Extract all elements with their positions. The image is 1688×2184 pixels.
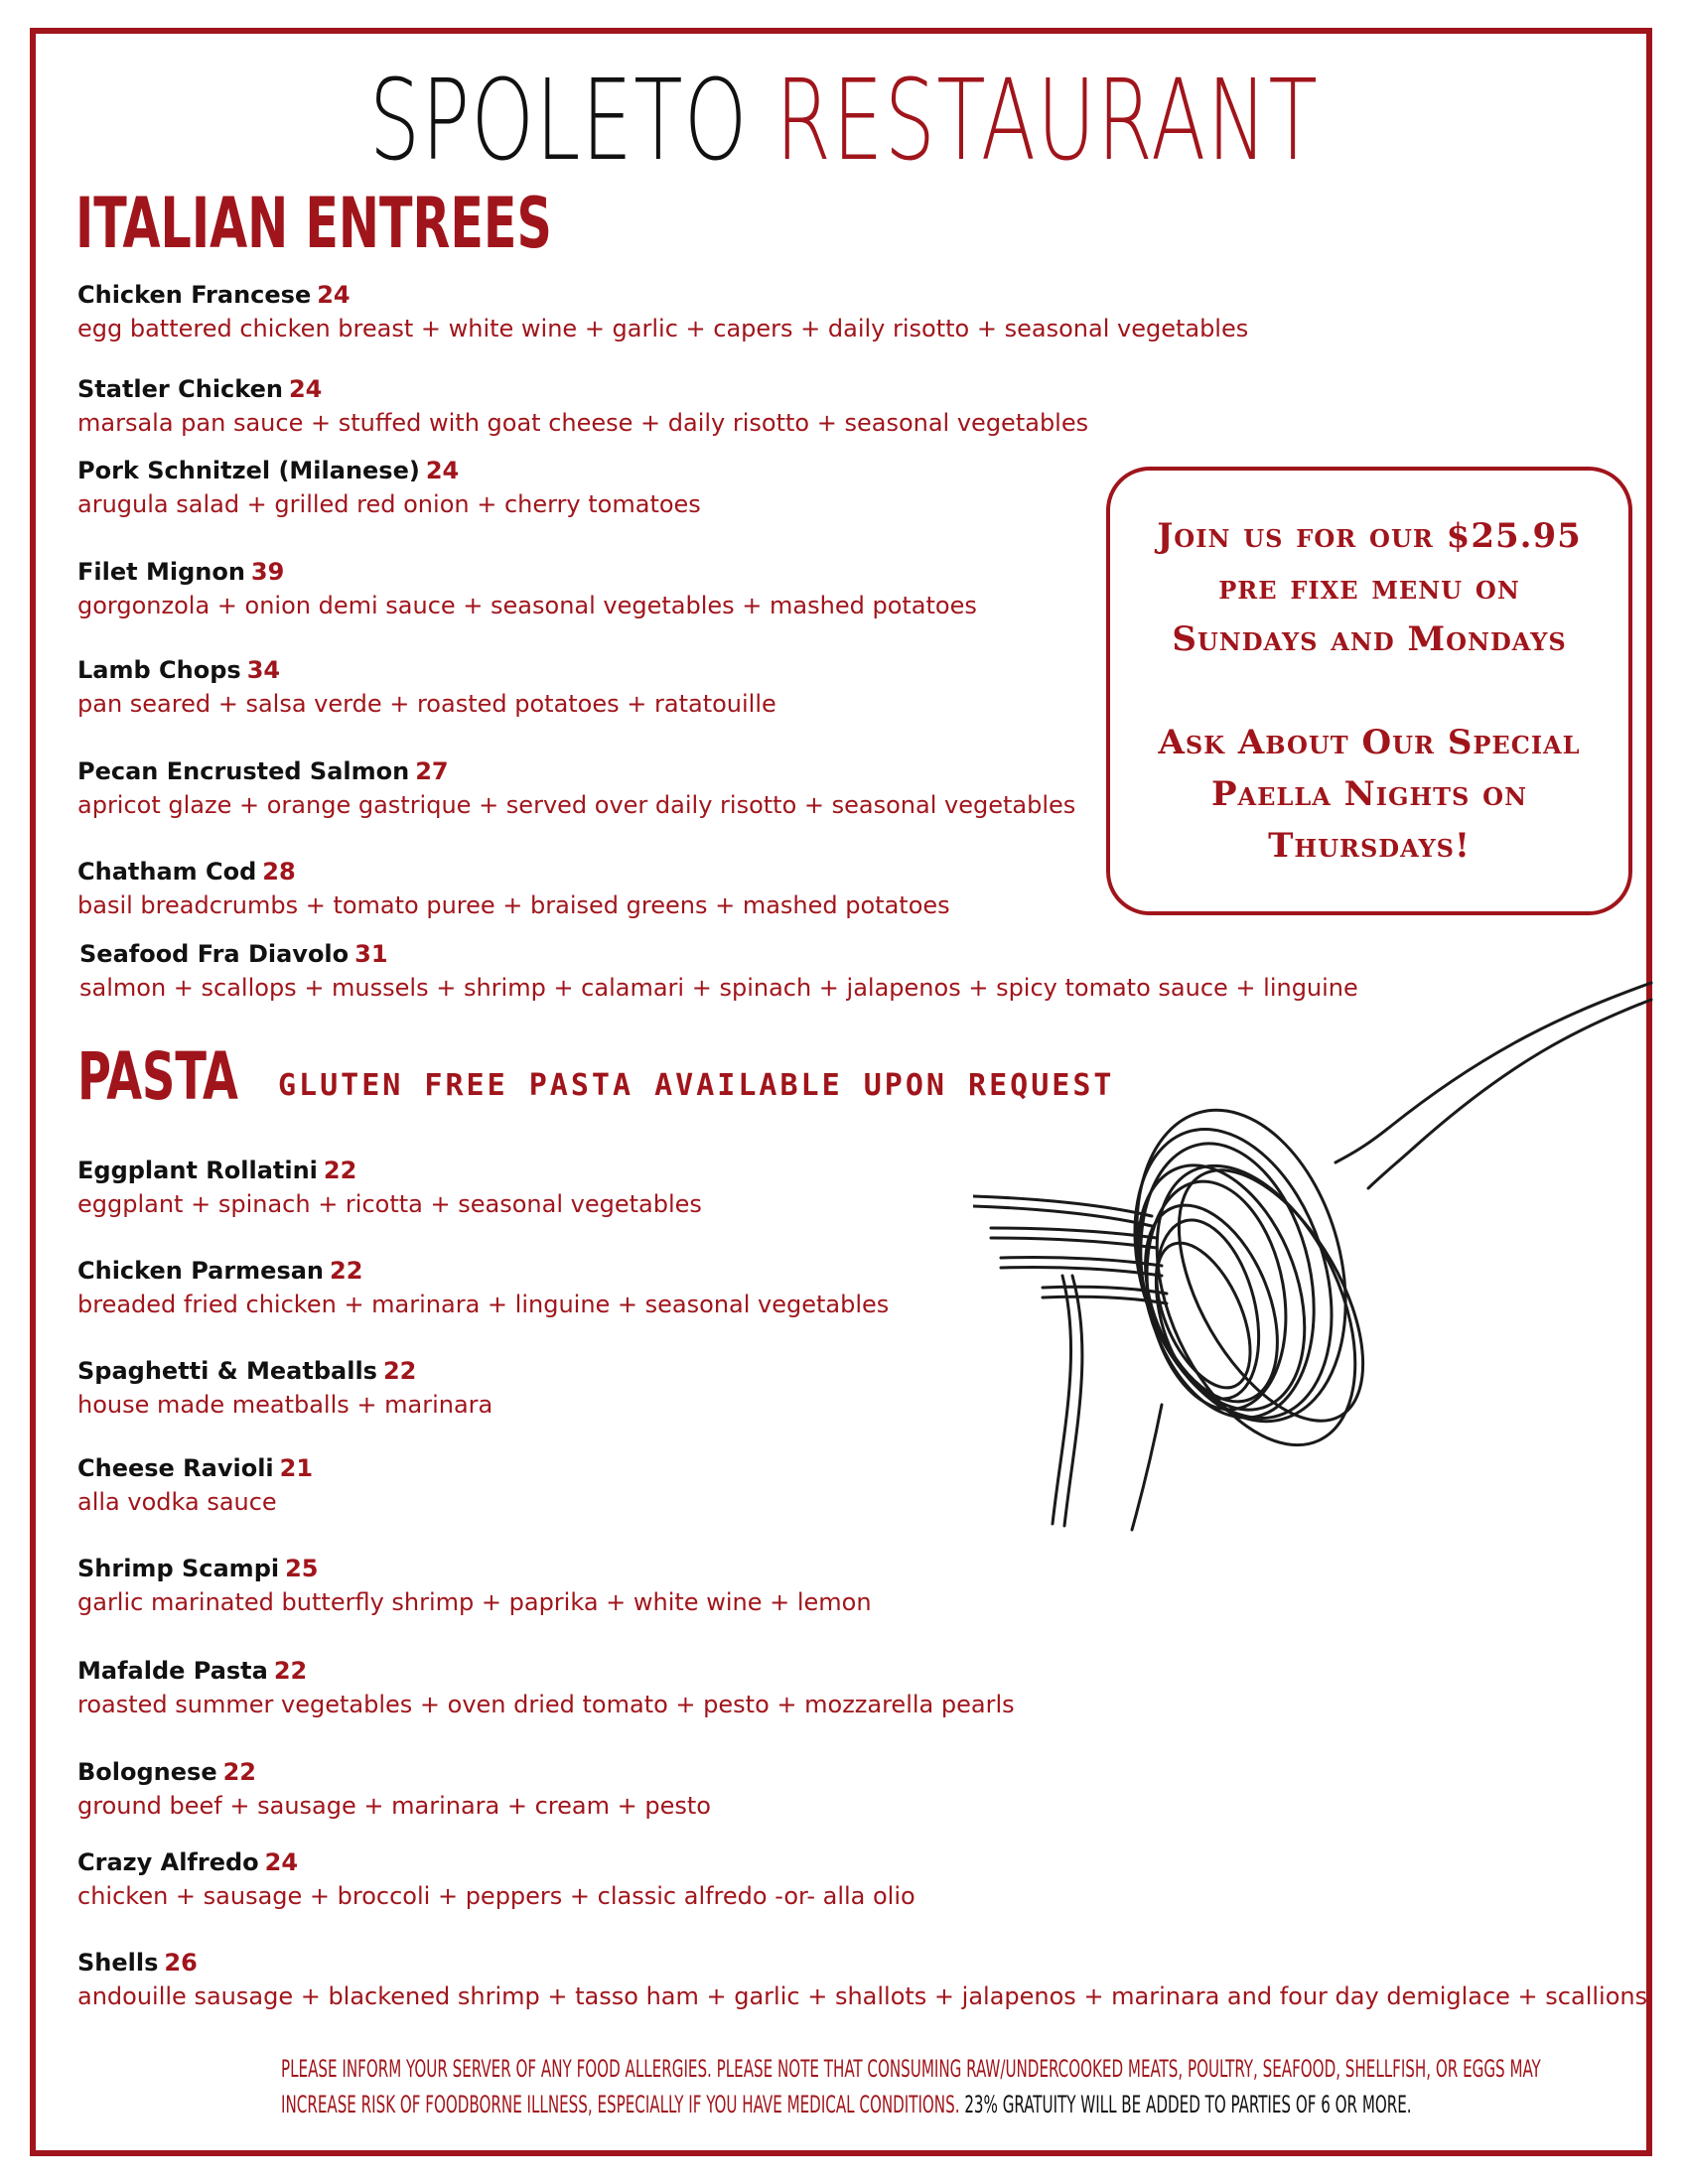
menu-item — [77, 457, 701, 518]
item-name: Shrimp Scampi — [77, 1555, 280, 1582]
item-name: Chicken Parmesan — [77, 1257, 325, 1285]
item-name: Cheese Ravioli — [77, 1454, 274, 1482]
item-name: Mafalde Pasta — [77, 1657, 268, 1685]
menu-item — [77, 558, 977, 619]
menu-item — [77, 1949, 1647, 2010]
fork-spaghetti-illustration — [973, 978, 1658, 1534]
item-price: 24 — [264, 1848, 299, 1876]
menu-item — [77, 757, 1075, 819]
item-description: chicken + sausage + broccoli + peppers + classic alfredo -or- alla olio — [77, 1882, 915, 1910]
item-price: 39 — [250, 558, 285, 586]
item-name: Pork Schnitzel (Milanese) — [77, 457, 420, 484]
item-name: Chicken Francese — [77, 281, 312, 309]
promo-line: Join us for our $25.95 — [1157, 516, 1582, 556]
promo-line: Paella Nights on — [1210, 774, 1528, 814]
menu-item — [77, 1357, 492, 1419]
menu-item — [77, 281, 1248, 342]
menu-item — [77, 1454, 313, 1516]
item-description: eggplant + spinach + ricotta + seasonal vegetables — [77, 1190, 702, 1218]
menu-item — [77, 1657, 1015, 1718]
disclaimer-text: INCREASE RISK OF FOODBORNE ILLNESS, ESPECIALLY IF YOU HAVE MEDICAL CONDITIONS. — [281, 2091, 960, 2118]
item-name: Crazy Alfredo — [77, 1848, 259, 1876]
promo-line: Sundays and Mondays — [1172, 619, 1567, 659]
promo-line: Thursdays! — [1268, 826, 1471, 866]
item-price: 24 — [425, 457, 460, 484]
disclaimer-line — [281, 2087, 1412, 2122]
item-description: pan seared + salsa verde + roasted potatoes + ratatouille — [77, 690, 776, 718]
menu-item — [77, 1848, 915, 1910]
item-name: Seafood Fra Diavolo — [79, 940, 350, 968]
item-description: gorgonzola + onion demi sauce + seasonal vegetables + mashed potatoes — [77, 592, 977, 619]
item-description: basil breadcrumbs + tomato puree + braised greens + mashed potatoes — [77, 891, 950, 919]
item-description: garlic marinated butterfly shrimp + paprika + white wine + lemon — [77, 1588, 872, 1616]
disclaimer-line: PLEASE INFORM YOUR SERVER OF ANY FOOD ALLERGIES. PLEASE NOTE THAT CONSUMING RAW/UNDERCOOKED MEATS, POULTRY, SEAFOOD, SHELLFISH, OR EGGS MAY — [281, 2055, 1541, 2083]
item-description: egg battered chicken breast + white wine + garlic + capers + daily risotto + seasonal vegetables — [77, 315, 1249, 342]
item-name: Spaghetti & Meatballs — [77, 1357, 377, 1385]
menu-item — [77, 375, 1088, 437]
item-description: ground beef + sausage + marinara + cream + pesto — [77, 1792, 711, 1820]
item-price: 22 — [330, 1257, 363, 1285]
promo-line: Ask About Our Special — [1158, 723, 1581, 762]
item-description: salmon + scallops + mussels + shrimp + calamari + spinach + jalapenos + spicy tomato sauce + linguine — [79, 974, 1358, 1002]
item-description: arugula salad + grilled red onion + cherry tomatoes — [77, 490, 701, 518]
item-description: andouille sausage + blackened shrimp + tasso ham + garlic + shallots + jalapenos + marinara and four day demiglace + scallions — [77, 1982, 1648, 2010]
item-name: Lamb Chops — [77, 656, 241, 684]
item-name: Bolognese — [77, 1758, 217, 1786]
item-name: Statler Chicken — [77, 375, 283, 403]
item-description: alla vodka sauce — [77, 1488, 277, 1516]
allergy-disclaimer — [40, 2051, 1648, 2122]
item-price: 22 — [323, 1157, 357, 1184]
item-price: 22 — [273, 1657, 308, 1685]
menu-item — [77, 1257, 889, 1318]
item-price: 27 — [415, 757, 449, 785]
item-description: roasted summer vegetables + oven dried tomato + pesto + mozzarella pearls — [77, 1691, 1015, 1718]
item-price: 22 — [382, 1357, 417, 1385]
item-description: breaded fried chicken + marinara + linguine + seasonal vegetables — [77, 1291, 890, 1318]
gratuity-note: 23% GRATUITY WILL BE ADDED TO PARTIES OF 6 OR MORE. — [959, 2091, 1412, 2118]
item-price: 28 — [262, 858, 296, 886]
item-name: Chatham Cod — [77, 858, 257, 886]
entrees-heading: ITALIAN ENTREES — [75, 183, 552, 264]
item-price: 22 — [222, 1758, 257, 1786]
item-description: house made meatballs + marinara — [77, 1391, 493, 1419]
item-price: 31 — [354, 940, 388, 968]
item-price: 24 — [317, 281, 351, 309]
menu-item — [77, 1758, 711, 1820]
item-price: 21 — [279, 1454, 314, 1482]
item-name: Filet Mignon — [77, 558, 245, 586]
title-part-restaurant: RESTAURANT — [774, 57, 1320, 186]
menu-item — [77, 1157, 702, 1218]
item-price: 24 — [288, 375, 323, 403]
restaurant-title — [236, 57, 1452, 186]
item-name: Eggplant Rollatini — [77, 1157, 318, 1184]
pasta-heading: PASTA — [77, 1038, 238, 1115]
gluten-free-note: GLUTEN FREE PASTA AVAILABLE UPON REQUEST — [278, 1068, 1115, 1103]
promo-line: pre fixe menu on — [1218, 568, 1520, 608]
item-name: Pecan Encrusted Salmon — [77, 757, 410, 785]
fork-handle — [1390, 983, 1651, 1127]
menu-item — [77, 1555, 872, 1616]
item-description: apricot glaze + orange gastrique + served over daily risotto + seasonal vegetables — [77, 791, 1076, 819]
menu-item — [77, 656, 776, 718]
title-part-spoleto: SPOLETO — [368, 57, 749, 186]
item-price: 26 — [164, 1949, 198, 1977]
item-price: 34 — [246, 656, 281, 684]
fork-handle — [1415, 1000, 1651, 1147]
promo-box — [1106, 467, 1632, 915]
item-description: marsala pan sauce + stuffed with goat cheese + daily risotto + seasonal vegetables — [77, 409, 1089, 437]
item-name: Shells — [77, 1949, 159, 1977]
item-price: 25 — [285, 1555, 319, 1582]
menu-item — [77, 858, 950, 919]
